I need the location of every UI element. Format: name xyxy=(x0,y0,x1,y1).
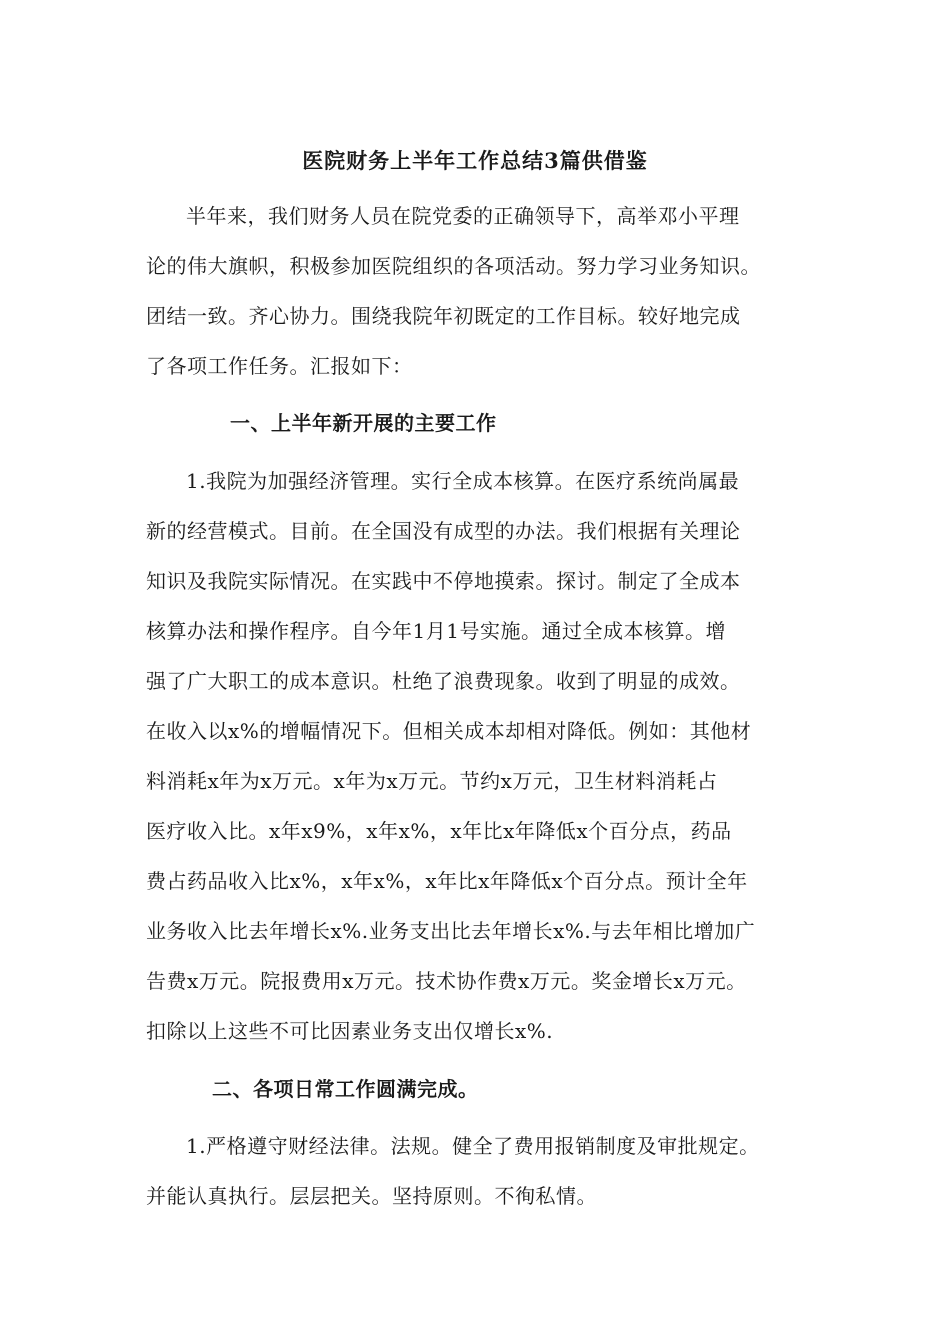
intro-line: 论的伟大旗帜，积极参加医院组织的各项活动。努力学习业务知识。 xyxy=(146,254,761,278)
intro-line: 团结一致。齐心协力。围绕我院年初既定的工作目标。较好地完成 xyxy=(146,304,741,328)
section1-line: 扣除以上这些不可比因素业务支出仅增长x%. xyxy=(146,1019,554,1043)
section1-line: 在收入以x%的增幅情况下。但相关成本却相对降低。例如：其他材 xyxy=(146,719,752,743)
section1-line: 知识及我院实际情况。在实践中不停地摸索。探讨。制定了全成本 xyxy=(146,569,741,593)
section1-line: 费占药品收入比x%，x年x%，x年比x年降低x个百分点。预计全年 xyxy=(146,869,748,893)
section1-line: 业务收入比去年增长x%.业务支出比去年增长x%.与去年相比增加广 xyxy=(146,919,756,943)
section2-line: 1.严格遵守财经法律。法规。健全了费用报销制度及审批规定。 xyxy=(186,1134,760,1158)
intro-line: 了各项工作任务。汇报如下： xyxy=(146,354,413,378)
section1-line: 核算办法和操作程序。自今年1月1号实施。通过全成本核算。增 xyxy=(146,619,726,643)
document-title: 医院财务上半年工作总结3篇供借鉴 xyxy=(302,148,648,173)
section-heading-2: 二、各项日常工作圆满完成。 xyxy=(212,1077,479,1101)
section1-line: 告费x万元。院报费用x万元。技术协作费x万元。奖金增长x万元。 xyxy=(146,969,747,993)
intro-line: 半年来，我们财务人员在院党委的正确领导下，高举邓小平理 xyxy=(186,204,740,228)
section1-line: 新的经营模式。目前。在全国没有成型的办法。我们根据有关理论 xyxy=(146,519,741,543)
section1-line: 料消耗x年为x万元。x年为x万元。节约x万元，卫生材料消耗占 xyxy=(146,769,718,793)
section1-line: 强了广大职工的成本意识。杜绝了浪费现象。收到了明显的成效。 xyxy=(146,669,741,693)
section-heading-1: 一、上半年新开展的主要工作 xyxy=(230,411,497,435)
section1-line: 医疗收入比。x年x9%，x年x%，x年比x年降低x个百分点，药品 xyxy=(146,819,732,843)
section1-line: 1.我院为加强经济管理。实行全成本核算。在医疗系统尚属最 xyxy=(186,469,740,493)
section2-line: 并能认真执行。层层把关。坚持原则。不徇私情。 xyxy=(146,1184,597,1208)
